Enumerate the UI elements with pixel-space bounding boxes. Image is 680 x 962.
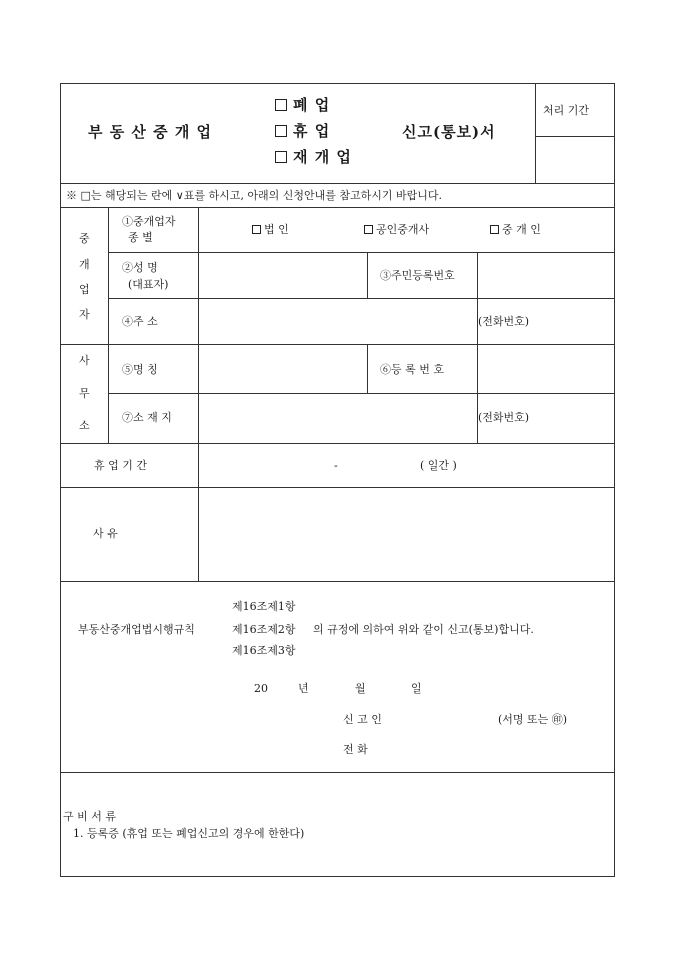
title-option-closure[interactable]: 폐 업 [275,98,330,113]
date-day: 일 [411,682,422,695]
row-line [60,772,615,773]
checkbox-icon[interactable] [364,225,373,234]
cell-divider [367,252,368,298]
checkbox-icon[interactable] [275,99,287,111]
reason-label: 사 유 [93,527,118,540]
row-line [108,298,615,299]
broker-label-char: 업 [79,283,90,296]
broker-label-char: 자 [79,308,90,321]
name-label: ②성 명 [122,261,158,274]
resident-no-label: ③주민등록번호 [380,269,455,282]
broker-type-label: ①중개업자 [122,215,176,228]
article-3: 제16조제3항 [232,644,296,657]
row-line [108,252,615,253]
frame-left [60,83,61,877]
period-box-left [535,83,536,183]
type-option-corporation[interactable]: 법 인 [252,224,289,235]
cell-divider [367,344,368,393]
closure-period-days: ( 일간 ) [420,459,457,472]
processing-period-label: 처리 기간 [543,104,590,117]
date-year-prefix: 20 [254,682,268,695]
date-month: 월 [355,682,366,695]
notice-bottom [60,207,615,208]
office-reg-no-label: ⑥등 록 번 호 [380,363,444,376]
office-label-char: 소 [79,419,90,432]
row-line [60,581,615,582]
type-option-licensed-broker[interactable]: 공인중개사 [364,224,429,235]
title-option-reopen[interactable]: 재 개 업 [275,150,352,165]
row-line [60,487,615,488]
broker-label-char: 개 [79,258,90,271]
name-label-2: (대표자) [128,278,169,291]
period-box-divider [535,136,615,137]
type-option-broker[interactable]: 중 개 인 [490,224,541,235]
office-label-char: 사 [79,354,90,367]
applicant-label: 신 고 인 [343,713,382,726]
broker-phone-label: (전화번호) [478,315,530,328]
title-left: 부 동 산 중 개 업 [88,123,213,141]
broker-type-label-2: 종 별 [128,231,153,244]
section-line [60,443,615,444]
documents-title: 구 비 서 류 [63,810,116,823]
checkbox-icon[interactable] [252,225,261,234]
office-label-char: 무 [79,387,90,400]
closure-period-dash: - [334,459,338,472]
law-name: 부동산중개업법시행규칙 [78,623,195,636]
section-line [60,344,615,345]
notice-text: ※ □는 해당되는 란에 ∨표를 하시고, 아래의 신청안내를 참고하시기 바랍니다. [66,189,443,202]
documents-item: 1. 등록증 (휴업 또는 폐업신고의 경우에 한한다) [73,827,305,840]
frame-bottom [60,876,615,877]
row-line [108,393,615,394]
declaration-text: 의 규정에 의하여 위와 같이 신고(통보)합니다. [313,623,534,636]
date-year: 년 [298,682,309,695]
checkbox-icon[interactable] [275,151,287,163]
office-name-label: ⑤명 칭 [122,363,158,376]
office-location-label: ⑦소 재 지 [122,411,172,424]
signature-label: (서명 또는 ㊞) [498,713,568,726]
article-2: 제16조제2항 [232,623,296,636]
address-label: ④주 소 [122,315,158,328]
article-1: 제16조제1항 [232,600,296,613]
cell-divider [477,344,478,393]
frame-top [60,83,615,84]
title-option-suspension[interactable]: 휴 업 [275,124,330,139]
closure-period-label: 휴 업 기 간 [94,459,147,472]
checkbox-icon[interactable] [490,225,499,234]
field-label-divider [198,207,199,581]
section-label-divider [108,207,109,443]
declaration-phone-label: 전 화 [343,743,368,756]
frame-right [614,83,615,877]
header-bottom [60,183,615,184]
broker-label-char: 중 [79,232,90,245]
checkbox-icon[interactable] [275,125,287,137]
office-phone-label: (전화번호) [478,411,530,424]
title-right: 신고(통보)서 [402,123,496,141]
cell-divider [477,252,478,298]
